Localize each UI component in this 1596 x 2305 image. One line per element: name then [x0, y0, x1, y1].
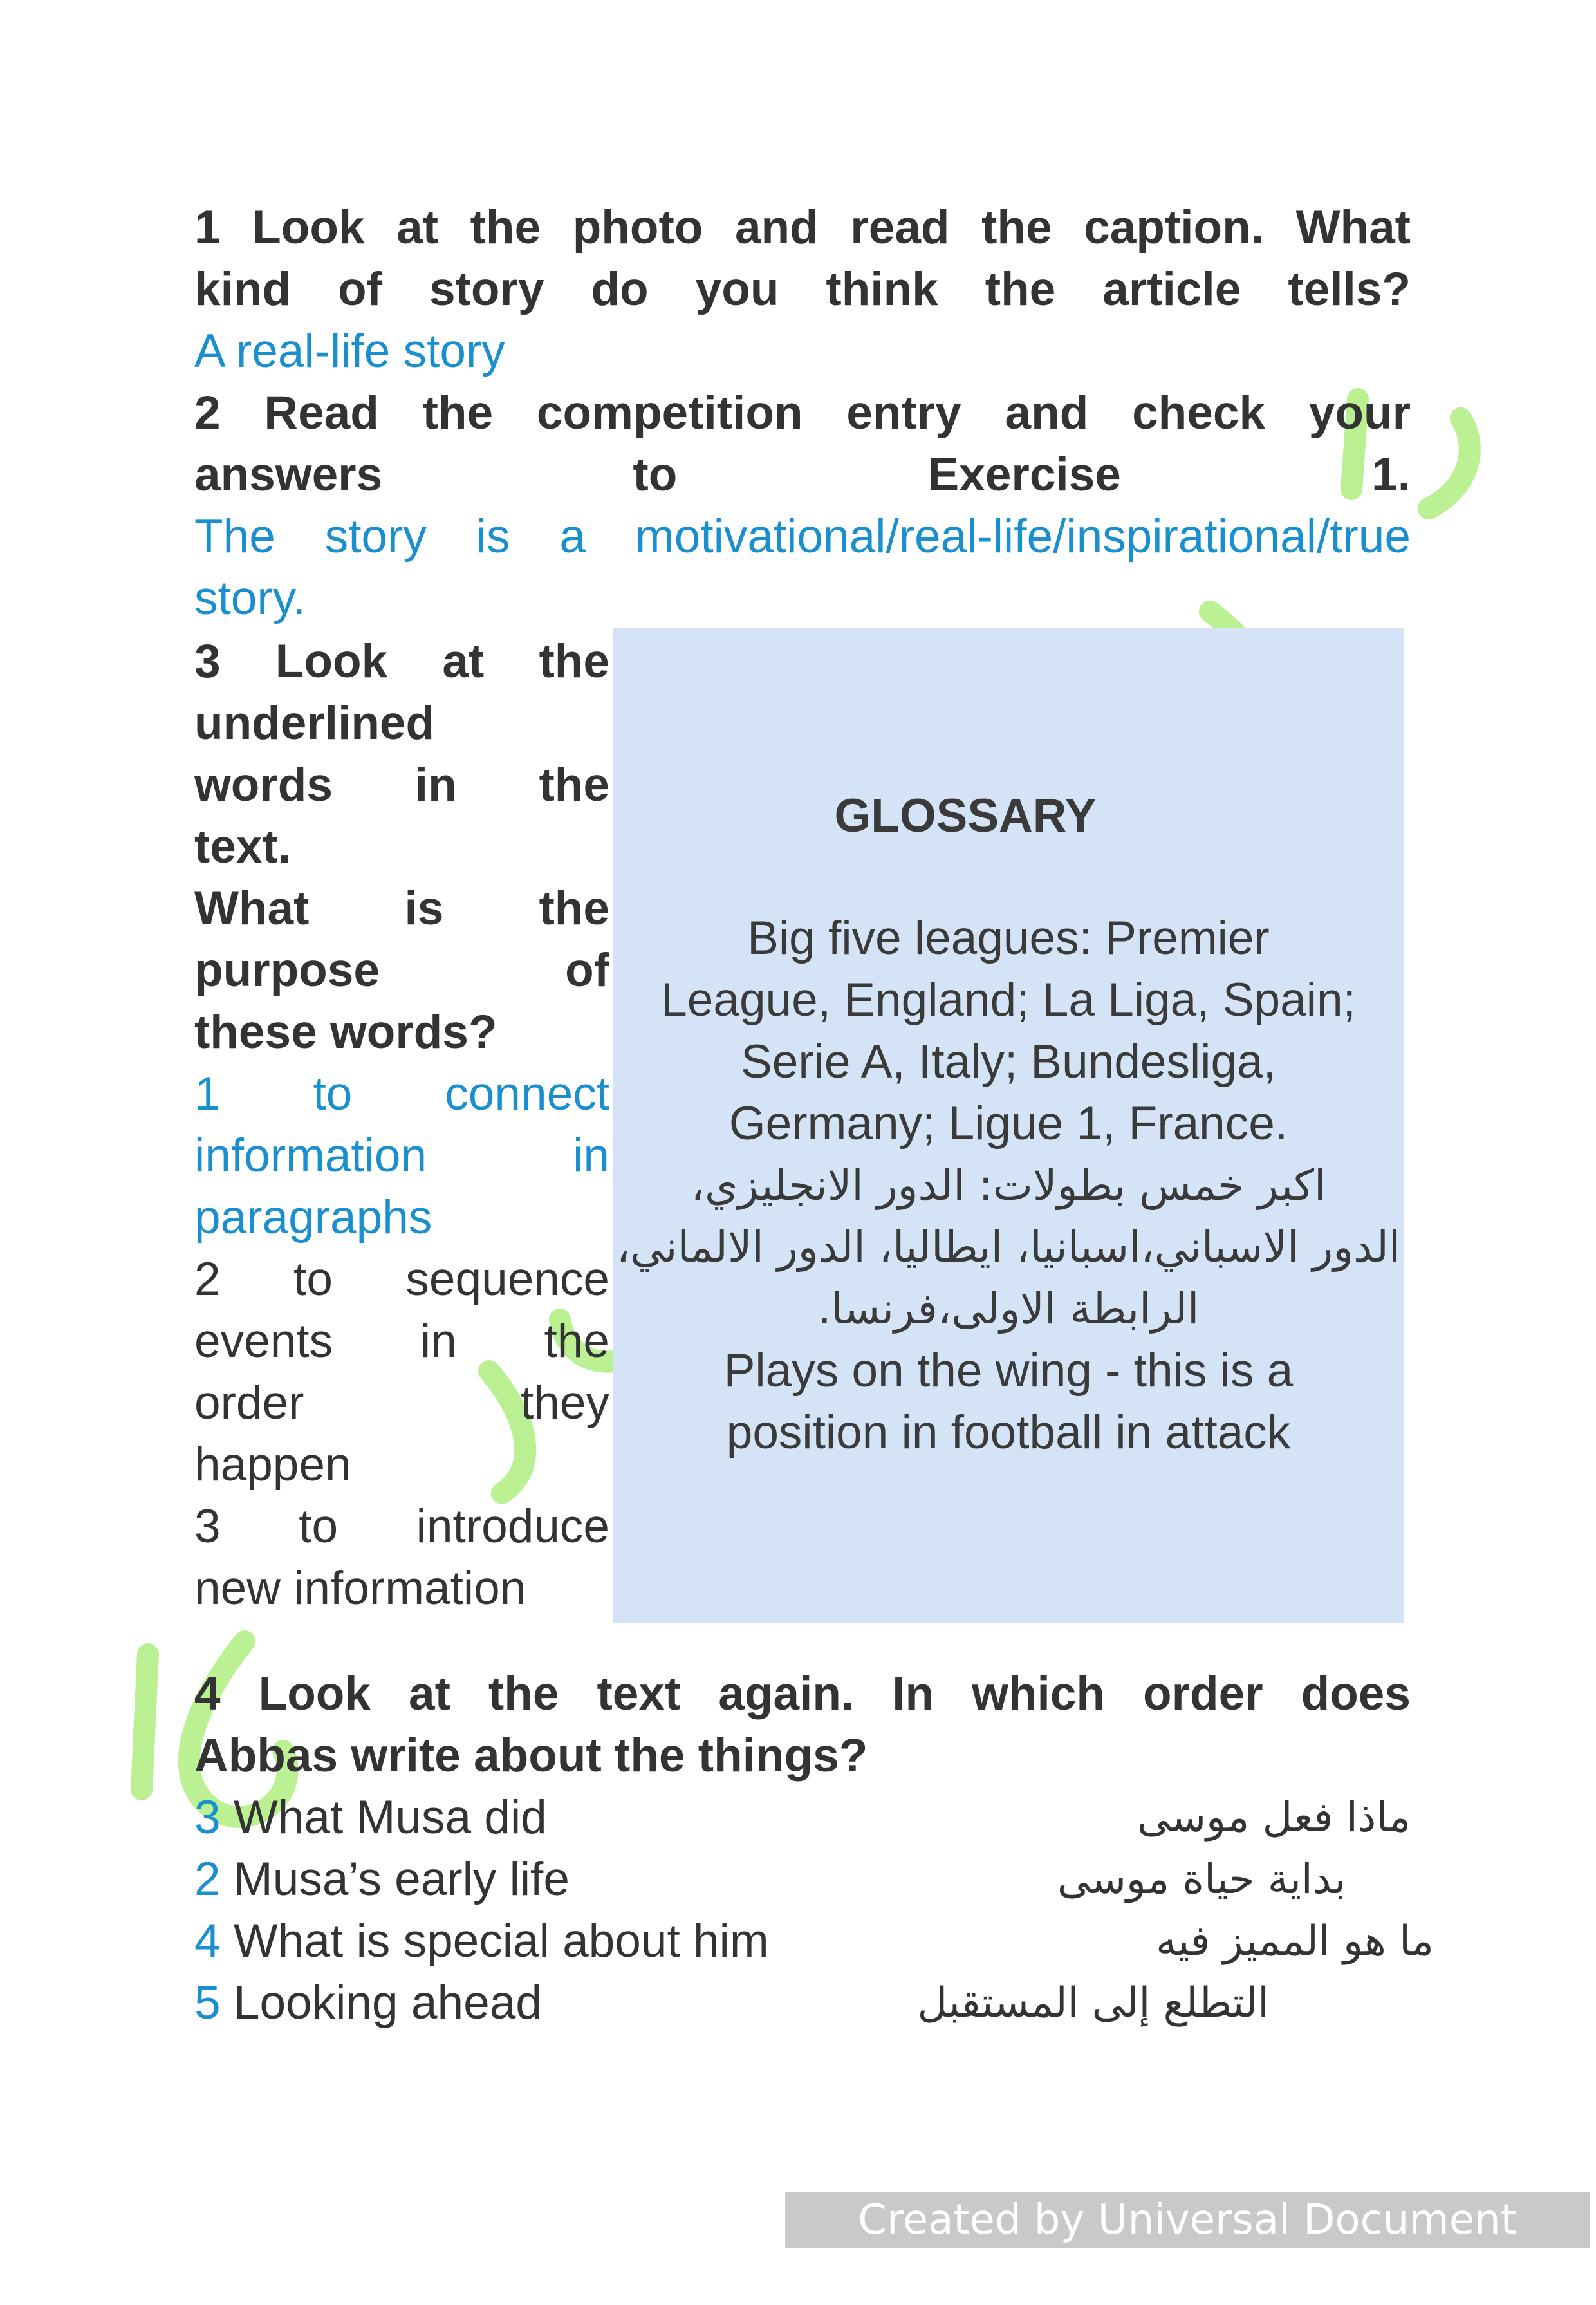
q4-prompt-line2: Abbas write about the things? [194, 1730, 868, 1782]
q3-line-1: 3 Look at the [194, 635, 609, 687]
q4-item-3-text: What is special about him [233, 1915, 769, 1967]
glossary-wing-2: position in football in attack [726, 1406, 1291, 1459]
q4-item-3-number: 4 [194, 1915, 221, 1967]
q3-answer-3: paragraphs [194, 1191, 432, 1244]
q3-answer-4: 2 to sequence [194, 1253, 609, 1305]
q2-answer-line1: The story is a motivational/real-life/inspirational/true [194, 510, 1411, 563]
glossary-line-2: League, England; La Liga, Spain; [661, 974, 1356, 1026]
q3-line-3: words in the [194, 759, 609, 811]
q3-line-7: these words? [194, 1006, 497, 1058]
q4-item-1-number: 3 [194, 1791, 221, 1843]
glossary-arabic-1: اكبر خمس بطولات: الدور الانجليزي، [691, 1161, 1326, 1210]
q3-answer-6: order they [194, 1377, 609, 1429]
glossary-wing-1: Plays on the wing - this is a [723, 1345, 1294, 1397]
converter-footer: Created by Universal Document Converter [785, 2192, 1590, 2248]
glossary-line-4: Germany; Ligue 1, France. [728, 1097, 1288, 1150]
q3-line-5: What is the [194, 882, 609, 935]
q4-item-4-text: Looking ahead [233, 1977, 542, 2029]
q1-prompt-line1: 1 Look at the photo and read the caption. What [194, 201, 1411, 254]
q3-answer-1: 1 to connect [194, 1068, 609, 1120]
q4-item-2-arabic: بداية حياة موسى [1057, 1856, 1346, 1903]
q1-prompt-line2: kind of story do you think the article tells? [194, 263, 1411, 315]
q1-answer: A real-life story [194, 325, 505, 377]
glossary-arabic-2: الدور الاسباني،اسبانيا، ايطاليا، الدور الالماني، [616, 1222, 1401, 1272]
q3-answer-5: events in the [194, 1315, 609, 1367]
q4-item-3-arabic: ما هو المميز فيه [1156, 1918, 1434, 1965]
q4-item-2-number: 2 [194, 1853, 221, 1905]
q4-item-4-arabic: التطلع إلى المستقبل [917, 1979, 1269, 2027]
q4-item-2-text: Musa’s early life [233, 1853, 570, 1905]
glossary-line-3: Serie A, Italy; Bundesliga, [741, 1036, 1276, 1088]
q4-prompt-line1: 4 Look at the text again. In which order does [194, 1668, 1411, 1720]
q4-item-2 [194, 1849, 1411, 1910]
q4-item-1-arabic: ماذا فعل موسى [1137, 1794, 1411, 1842]
q4-item-4 [194, 1972, 1411, 2034]
q3-answer-9: new information [194, 1562, 526, 1614]
q3-line-6: purpose of [194, 944, 609, 996]
q2-answer-line2: story. [194, 572, 306, 624]
q3-line-2: underlined [194, 697, 435, 749]
q3-answer-8: 3 to introduce [194, 1500, 609, 1553]
q3-line-4: text. [194, 821, 292, 873]
glossary-line-1: Big five leagues: Premier [747, 912, 1270, 964]
q3-answer-2: information in [194, 1130, 609, 1182]
glossary-title: GLOSSARY [834, 790, 1097, 842]
q4-item-3 [194, 1910, 1434, 1972]
q4-item-1 [194, 1787, 1411, 1849]
q2-prompt-line1: 2 Read the competition entry and check your [194, 387, 1411, 439]
q2-prompt-line2: answers to Exercise 1. [194, 449, 1411, 501]
q4-item-1-text: What Musa did [233, 1791, 547, 1843]
q4-item-4-number: 5 [194, 1977, 221, 2029]
glossary-arabic-3: الرابطة الاولى،فرنسا. [817, 1284, 1200, 1334]
q3-answer-7: happen [194, 1439, 351, 1491]
